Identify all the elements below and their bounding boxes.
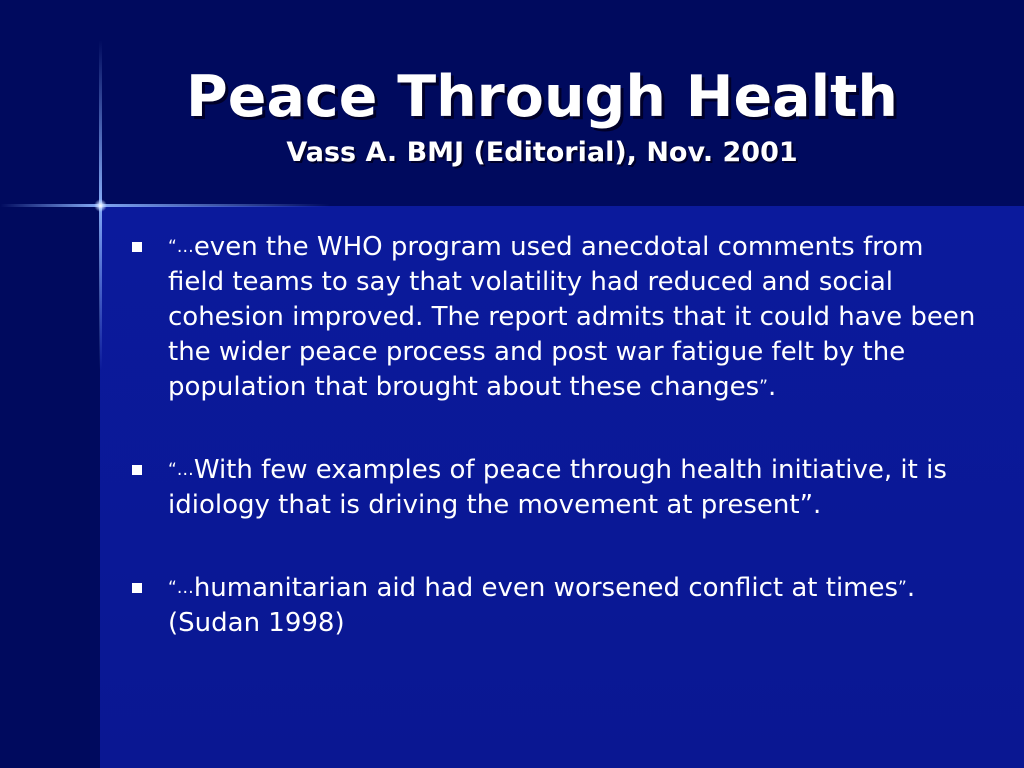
close-quote: ” [759, 377, 768, 397]
bullet-item [128, 230, 978, 405]
left-band [0, 0, 100, 768]
bullet-text: humanitarian aid had even worsened conflict at times [193, 573, 899, 603]
bullet-item [128, 453, 978, 523]
slide-title: Peace Through Health [186, 64, 898, 130]
bullet-tail: . [767, 372, 777, 402]
square-bullet-icon [132, 583, 142, 593]
bullet-list [128, 230, 978, 641]
square-bullet-icon [132, 465, 142, 475]
sparkle-horizontal-line [0, 204, 330, 207]
bullet-text: With few examples of peace through health initiative, it is idiology that is driving the movement at present [168, 455, 947, 520]
bullet-tail: . (Sudan 1998) [168, 573, 916, 638]
open-quote: “… [168, 578, 194, 598]
bullet-item [128, 571, 978, 641]
slide-subtitle: Vass A. BMJ (Editorial), Nov. 2001 [286, 137, 798, 168]
bullet-tail: . [813, 490, 822, 520]
square-bullet-icon [132, 242, 142, 252]
sparkle-star-icon [94, 199, 107, 212]
close-quote: ” [799, 490, 814, 520]
bullet-text: even the WHO program used anecdotal comments from field teams to say that volatility had reduced and social cohesion improved. The report admits that it could have been the wider peace process and post war fatigue felt by the population that brought about these changes [168, 232, 976, 402]
open-quote: “… [168, 460, 194, 480]
open-quote: “… [168, 237, 194, 257]
close-quote: ” [898, 578, 907, 598]
